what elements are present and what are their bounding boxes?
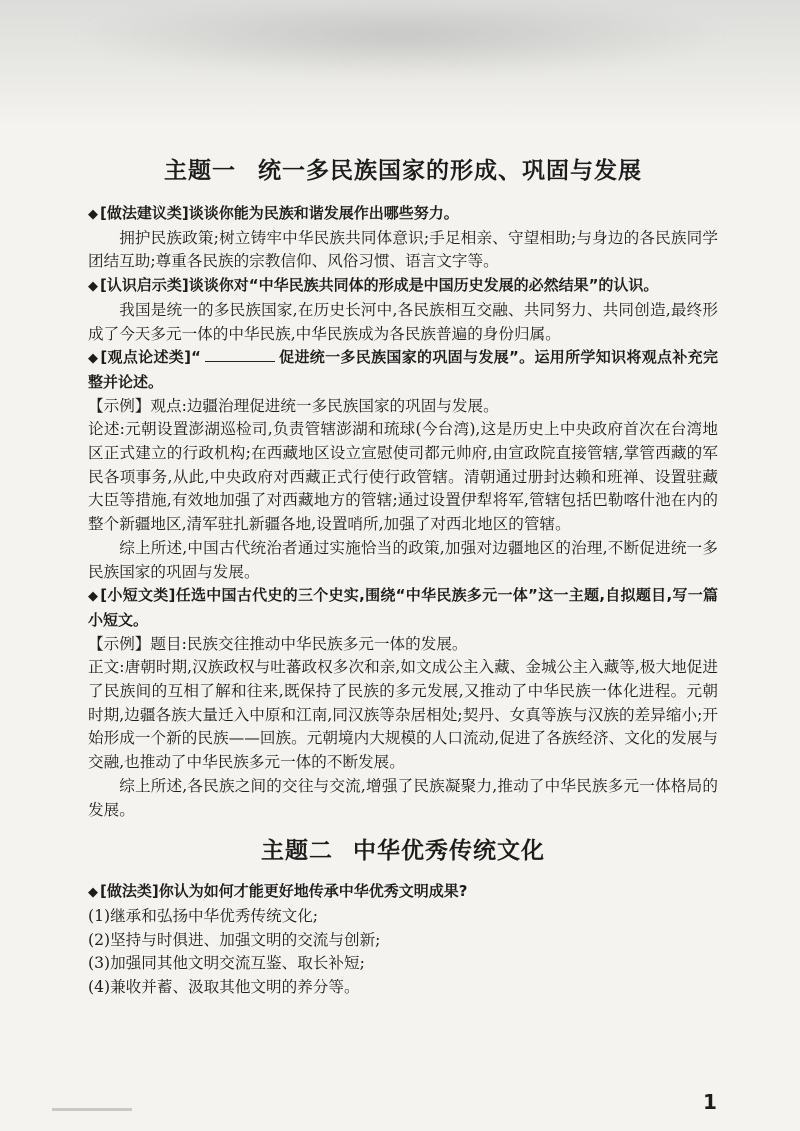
diamond-bullet-icon: ◆ xyxy=(88,279,98,295)
theme1-answer-1: 拥护民族政策;树立铸牢中华民族共同体意识;手足相亲、守望相助;与身边的各民族同学团结互助;尊重各民族的宗教信仰、风俗习惯、语言文字等。 xyxy=(88,228,718,271)
theme1-question-1: ◆ [做法建议类]谈谈你能为民族和谐发展作出哪些努力。 xyxy=(88,204,459,222)
page-number: 1 xyxy=(703,1090,717,1114)
theme1-body-4: 正文:唐朝时期,汉族政权与吐蕃政权多次和亲,如文成公主入藏、金城公主入藏等,极大地促进了民族间的互相了解和往来,既保持了民族的多元发展,又推动了中华民族一体化进程。元朝时期,边疆各族大量迁入中原和江南,同汉族等杂居相处;契丹、女真等族与汉族的差异缩小;开始形成一个新的民族——回族。元朝境内大规模的人口流动,促进了各族经济、文化的发展与交融,也推动了中华民族多元一体的不断发展。 xyxy=(88,658,718,772)
diamond-bullet-icon: ◆ xyxy=(88,589,99,605)
theme1-conclusion-3: 综上所述,中国古代统治者通过实施恰当的政策,加强对边疆地区的治理,不断促进统一多民族国家的巩固与发展。 xyxy=(88,538,718,581)
theme2-answer-item: (1)继承和弘扬中华优秀传统文化; xyxy=(88,906,319,925)
theme1-question-3: ◆ [观点论述类]“ 促进统一多民族国家的巩固与发展”。运用所学知识将观点补充完整并论述。 xyxy=(88,348,718,391)
theme1-example-3: 【示例】观点:边疆治理促进统一多民族国家的巩固与发展。 xyxy=(88,396,499,415)
theme1-conclusion-4: 综上所述,各民族之间的交往与交流,增强了民族凝聚力,推动了中华民族多元一体格局的发展。 xyxy=(88,776,718,819)
page-content xyxy=(88,150,718,1000)
theme1-heading xyxy=(88,156,718,186)
theme1-number: 主题一 xyxy=(164,157,236,184)
theme2-answer-item: (2)坚持与时俱进、加强文明的交流与创新; xyxy=(88,930,381,949)
scan-edge-mark xyxy=(52,1108,132,1111)
diamond-bullet-icon: ◆ xyxy=(88,207,98,222)
theme1-answer-2: 我国是统一的多民族国家,在历史长河中,各民族相互交融、共同努力、共同创造,最终形成了今天多元一体的中华民族,中华民族成为各民族普遍的身份归属。 xyxy=(88,300,718,343)
diamond-bullet-icon: ◆ xyxy=(88,885,98,901)
theme1-question-2: ◆ [认识启示类]谈谈你对“中华民族共同体的形成是中国历史发展的必然结果”的认识。 xyxy=(88,276,659,295)
theme1-argument-3: 论述:元朝设置澎湖巡检司,负责管辖澎湖和琉球(今台湾),这是历史上中央政府首次在台湾地区正式建立的行政机构;在西藏地区设立宣慰使司都元帅府,由宣政院直接管辖,掌管西藏的军民各项事务,从此,中央政府对西藏正式行使行政管辖。清朝通过册封达赖和班禅、设置驻藏大臣等措施,有效地加强了对西藏地方的管辖;通过设置伊犁将军,管辖包括巴勒喀什池在内的整个新疆地区,清军驻扎新疆各地,设置哨所,加强了对西北地区的管辖。 xyxy=(88,420,718,534)
theme2-answer-item: (3)加强同其他文明交流互鉴、取长补短; xyxy=(88,954,365,973)
fill-in-blank xyxy=(205,347,275,362)
theme2-title: 中华优秀传统文化 xyxy=(353,837,545,865)
theme1-question-4: ◆ [小短文类]任选中国古代史的三个史实,围绕“中华民族多元一体”这一主题,自拟题目,写一篇小短文。 xyxy=(88,586,718,629)
theme1-title: 统一多民族国家的形成、巩固与发展 xyxy=(258,157,642,184)
theme2-number: 主题二 xyxy=(261,837,333,865)
theme2-question-1: ◆ [做法类]你认为如何才能更好地传承中华优秀文明成果? xyxy=(88,882,468,901)
diamond-bullet-icon: ◆ xyxy=(88,351,99,367)
theme1-example-4: 【示例】题目:民族交往推动中华民族多元一体的发展。 xyxy=(88,634,468,653)
theme2-heading xyxy=(88,836,718,866)
theme2-answer-item: (4)兼收并蓄、汲取其他文明的养分等。 xyxy=(88,978,360,997)
blurred-header-area xyxy=(0,0,800,125)
